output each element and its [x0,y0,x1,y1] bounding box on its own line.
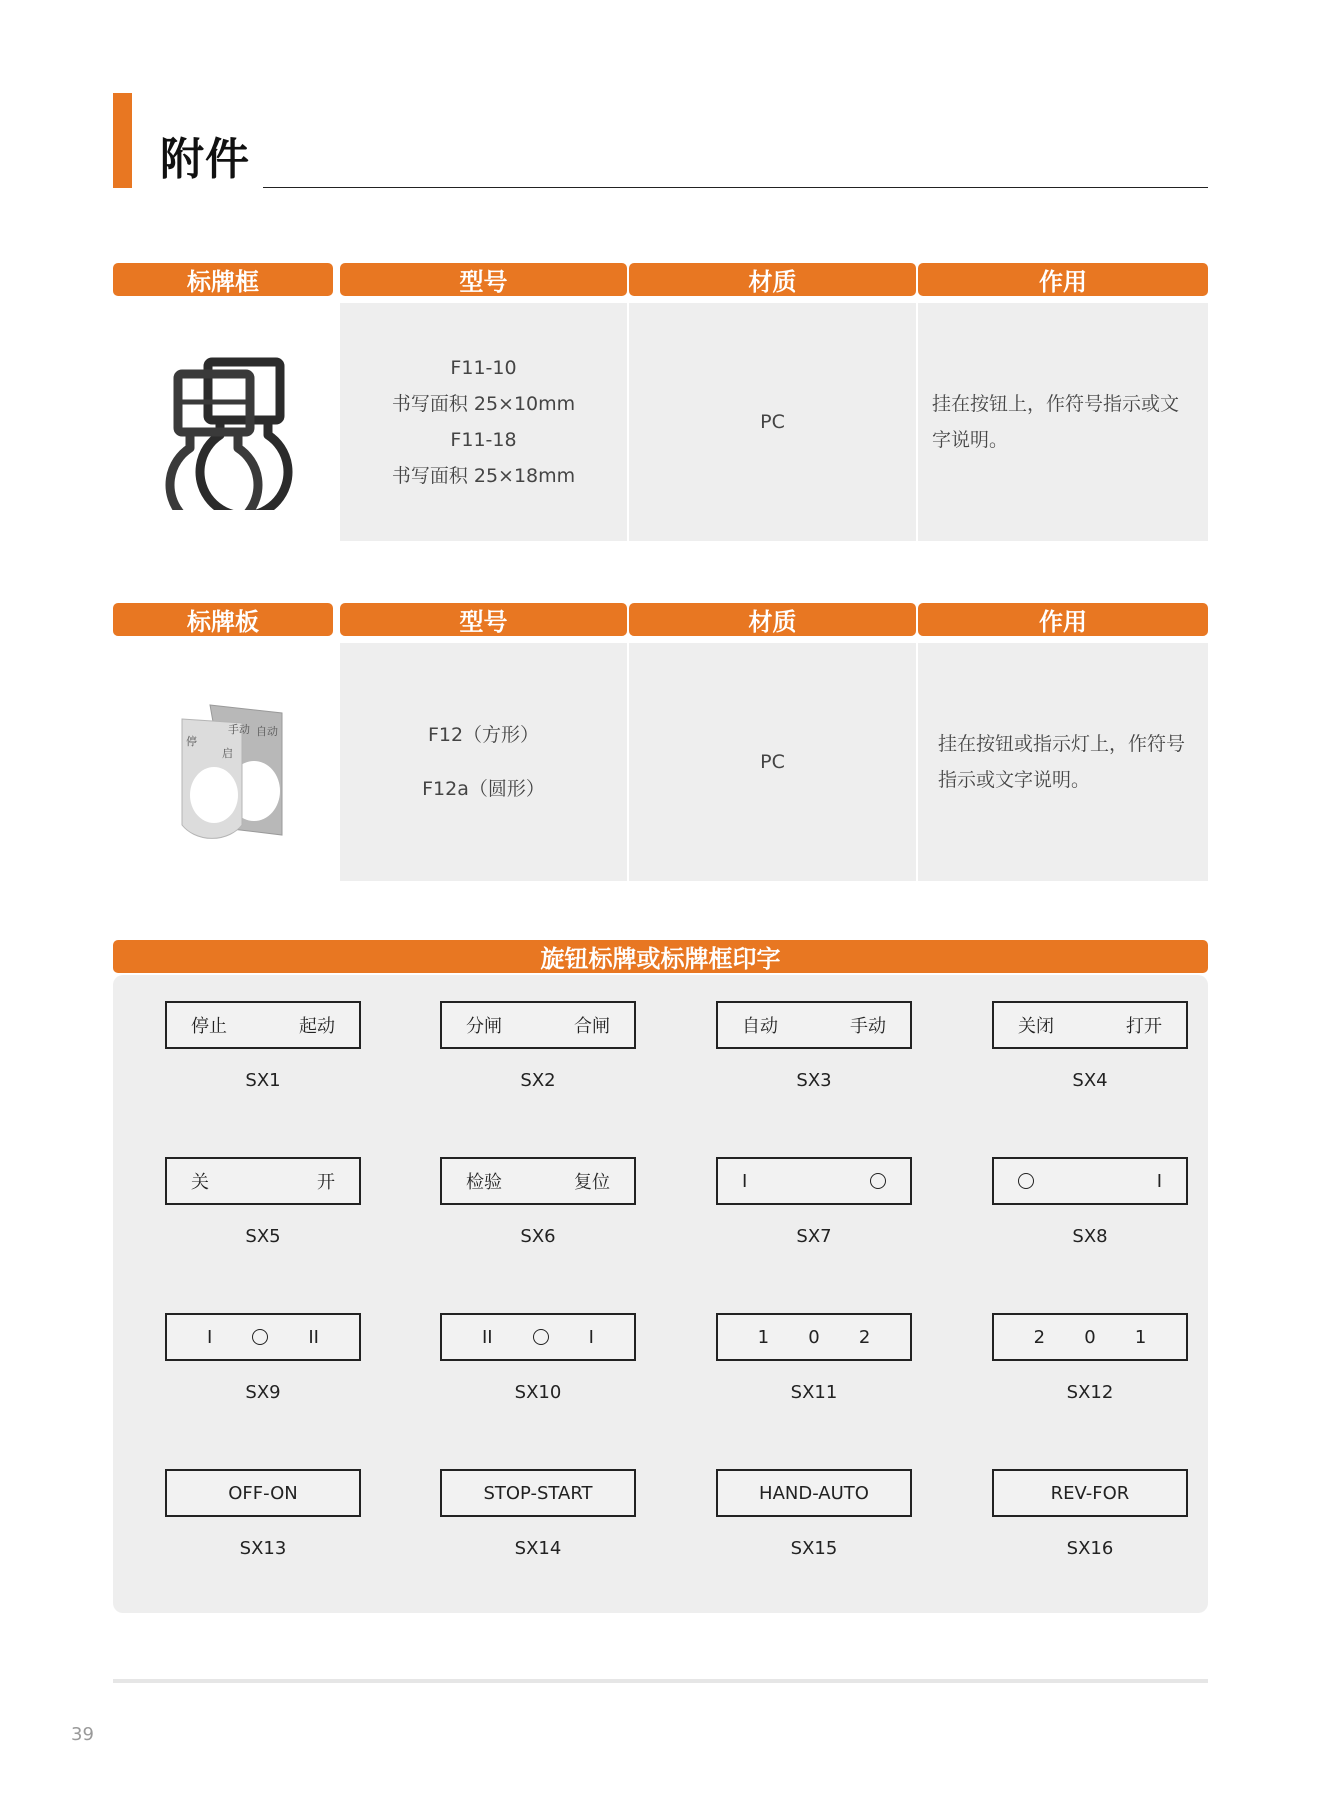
t2-model-cell [340,643,627,881]
print-label-box [716,1157,912,1205]
page-number: 39 [71,1724,94,1745]
print-label-text: I [207,1326,213,1348]
print-label-text: 2 [1033,1326,1046,1348]
print-label-text: 打开 [1126,1016,1162,1037]
print-label-text: 1 [1134,1326,1147,1348]
print-label-text: II [482,1326,493,1348]
print-section-title: 旋钮标牌或标牌框印字 [113,940,1208,973]
print-label-code: SX12 [1066,1382,1114,1403]
footer-rule [113,1679,1208,1683]
print-label-text: 2 [858,1326,871,1348]
print-label-text: 检验 [466,1172,502,1193]
print-label-text: STOP-START [483,1482,593,1504]
t2-header-name: 标牌板 [113,603,333,636]
label-plate-image [170,695,290,845]
print-label-text: 关 [191,1172,209,1193]
print-label-text: 起动 [299,1016,335,1037]
title-accent-bar [113,93,132,188]
print-label-text: REV-FOR [1050,1482,1130,1504]
t1-model-line: F11-10 [450,357,517,379]
t1-material-cell [629,303,916,541]
print-label-code: SX13 [239,1538,287,1559]
print-label-text: 1 [757,1326,770,1348]
circle-symbol-icon [252,1329,268,1345]
t2-header-material: 材质 [629,603,916,636]
t2-header-function: 作用 [918,603,1208,636]
t1-model-cell [340,303,627,541]
print-label-text: I [742,1170,748,1192]
circle-symbol-icon [870,1173,886,1189]
t1-model-line: F11-18 [450,429,517,451]
print-label-text: 手动 [850,1016,886,1037]
t1-model-line: 书写面积 25×10mm [391,393,576,415]
print-label-text: 开 [317,1172,335,1193]
print-label-text: 停止 [191,1016,227,1037]
print-label-code: SX15 [790,1538,838,1559]
t2-model-line: F12（方形） [427,724,540,746]
print-label-box [165,1001,361,1049]
t2-function-cell [918,643,1208,881]
print-label-code: SX10 [514,1382,562,1403]
print-label-text: 0 [808,1326,820,1348]
print-label-code: SX6 [520,1226,556,1247]
t1-header-name: 标牌框 [113,263,333,296]
t1-header-function: 作用 [918,263,1208,296]
t1-function: 挂在按钮上，作符号指示或文字说明。 [932,393,1180,451]
t2-model-line: F12a（圆形） [422,778,545,800]
t2-header-model: 型号 [340,603,627,636]
print-label-box [716,1469,912,1517]
print-label-box [440,1157,636,1205]
print-label-box [992,1157,1188,1205]
print-label-text: I [1156,1170,1162,1192]
print-label-code: SX5 [245,1226,281,1247]
title-rule [263,187,1208,188]
print-label-text: HAND-AUTO [759,1482,869,1504]
t1-header-material: 材质 [629,263,916,296]
plate-text-stop: 停 [186,735,197,748]
print-label-box [716,1001,912,1049]
print-label-text: 复位 [574,1172,610,1193]
print-label-code: SX8 [1072,1226,1108,1247]
print-label-text: II [308,1326,319,1348]
t2-function: 挂在按钮或指示灯上，作符号指示或文字说明。 [938,733,1186,791]
print-label-box [165,1313,361,1361]
print-label-code: SX4 [1072,1070,1108,1091]
print-label-code: SX14 [514,1538,562,1559]
t1-model-line: 书写面积 25×18mm [391,465,576,487]
print-label-text: 分闸 [466,1016,502,1037]
print-label-code: SX3 [796,1070,832,1091]
print-label-code: SX16 [1066,1538,1114,1559]
label-frame-image [150,340,300,510]
print-label-text: 0 [1084,1326,1096,1348]
print-label-code: SX2 [520,1070,556,1091]
print-label-box [716,1313,912,1361]
t2-material-cell [629,643,916,881]
plate-text-auto: 自动 [256,725,278,738]
print-label-box [992,1469,1188,1517]
t1-function-cell [918,303,1208,541]
t1-header-model: 型号 [340,263,627,296]
print-label-box [440,1001,636,1049]
print-label-text: 关闭 [1018,1016,1054,1037]
print-label-code: SX1 [245,1070,281,1091]
page-title: 附件 [160,134,250,185]
circle-symbol-icon [533,1329,549,1345]
circle-symbol-icon [1018,1173,1034,1189]
t1-material: PC [760,411,785,433]
print-label-code: SX7 [796,1226,832,1247]
print-label-text: OFF-ON [228,1482,298,1504]
print-label-box [992,1001,1188,1049]
print-label-text: 合闸 [574,1016,610,1037]
plate-text-start: 启 [222,747,233,760]
plate-text-manual: 手动 [228,723,250,736]
print-label-box [440,1313,636,1361]
print-label-box [165,1157,361,1205]
print-label-code: SX11 [790,1382,838,1403]
print-label-text: I [588,1326,594,1348]
print-label-box [165,1469,361,1517]
print-label-text: 自动 [742,1016,778,1037]
print-label-box [992,1313,1188,1361]
t2-material: PC [760,751,785,773]
print-label-code: SX9 [245,1382,281,1403]
print-label-box [440,1469,636,1517]
